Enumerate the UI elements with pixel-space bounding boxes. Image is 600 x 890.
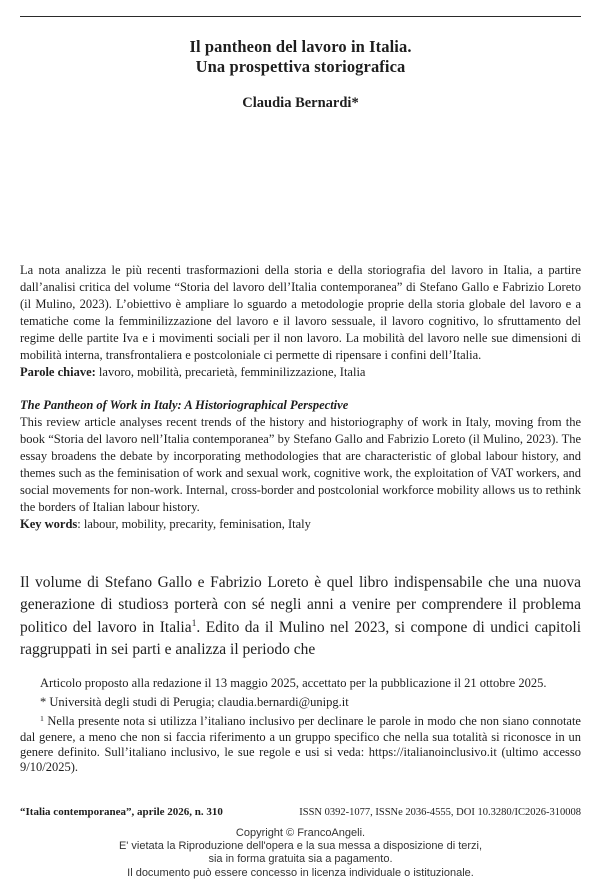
- copyright-line: E' vietata la Riproduzione dell'opera e la sua messa a disposizione di terzi,: [118, 840, 483, 853]
- keywords-italian: [20, 364, 581, 381]
- abstract-english-title: The Pantheon of Work in Italy: A Historiographical Perspective: [20, 398, 349, 412]
- header-rule: [20, 16, 581, 17]
- keywords-english: [20, 516, 581, 533]
- footnotes-section: [20, 676, 581, 775]
- abstract-italian: [20, 262, 581, 381]
- keywords-italian-label: Parole chiave:: [20, 365, 96, 379]
- footnote-submission: Articolo proposto alla redazione il 13 maggio 2025, accettato per la pubblicazione il 21 ottobre 2025.: [40, 676, 547, 690]
- issn-doi: ISSN 0392-1077, ISSNe 2036-4555, DOI 10.3280/IC2026-310008: [299, 807, 581, 818]
- footnote-1-text: Nella presente nota si utilizza l’italiano inclusivo per declinare le parole in modo che non siano connotate dal genere, a meno che non si faccia riferimento a un gruppo specifico che nella sua totalità si riconosce in un genere definito. Sull’italiano inclusivo, le sue regole e usi si veda: https://italianoinclusivo.it (ultimo accesso 9/10/2025).: [20, 714, 581, 775]
- journal-citation-line: [20, 806, 581, 818]
- footnote-reference-1: 1: [191, 618, 197, 630]
- abstract-english-text: This review article analyses recent trends of the history and historiography of work in Italy, moving from the book “Storia del lavoro nell’Italia contemporanea” by Stefano Gallo and Fabrizio Loreto (il Mulino, 2023). The essay broadens the debate by incorporating methodologies that are characteristic of global labour history, and themes such as the feminisation of work and sexual work, cognitive work, the exploitation of VAT workers, and social movements for non-work. Internal, cross-border and postcolonial workforce mobility allows us to rethink the borders of Italian labour history.: [20, 415, 581, 514]
- title-line-1: Il pantheon del lavoro in Italia.: [189, 37, 412, 56]
- copyright-line: Copyright © FrancoAngeli.: [235, 827, 366, 839]
- journal-reference: “Italia contemporanea”, aprile 2026, n. 310: [20, 806, 223, 818]
- title-line-2: Una prospettiva storiografica: [195, 56, 406, 76]
- keywords-english-list: : labour, mobility, precarity, feminisation, Italy: [77, 517, 311, 531]
- copyright-line: Il documento può essere concesso in licenza individuale o istituzionale.: [127, 866, 474, 879]
- body-text-start: Il volume di Stefano Gallo e Fabrizio Loreto è quel libro indispensabile che una nuova generazione di studiosɜ porterà con sé negli anni a venire per comprendere il problema politico del lavoro in Italia: [20, 574, 581, 636]
- footnote-affiliation: * Università degli studi di Perugia; claudia.bernardi@unipg.it: [40, 695, 349, 710]
- author-name: Claudia Bernardi*: [242, 95, 359, 111]
- abstract-english: [20, 397, 581, 533]
- footnote-1: [20, 714, 581, 775]
- body-text-end: . Edito da il Mulino nel 2023, si compone di undici capitoli raggruppati in sei parti e analizza il periodo che: [20, 618, 581, 658]
- abstract-italian-text: La nota analizza le più recenti trasformazioni della storia e della storiografia del lavoro in Italia, a partire dall’analisi critica del volume “Storia del lavoro dell’Italia contemporanea” di Stefano Gallo e Fabrizio Loreto (il Mulino, 2023). L’obiettivo è ampliare lo sguardo a metodologie proprie della storia globale del lavoro e a tematiche come la femminilizzazione del lavoro e il lavoro sessuale, il lavoro cognitivo, lo sfruttamento del regime delle partite Iva e i movimenti sociali per il non lavoro. La mobilità del lavoro nelle sue dimensioni di mobilità interna, transfrontaliera e postcoloniale ci permette di ripensare i confini dell’Italia.: [20, 263, 581, 362]
- keywords-english-label: Key words: [20, 517, 78, 531]
- copyright-line: sia in forma gratuita sia a pagamento.: [208, 853, 393, 866]
- copyright-notice: [20, 827, 581, 880]
- article-title: [20, 37, 581, 76]
- body-paragraph: [20, 572, 581, 661]
- footnote-1-marker: 1: [40, 714, 44, 724]
- keywords-italian-list: lavoro, mobilità, precarietà, femminilizzazione, Italia: [95, 365, 366, 379]
